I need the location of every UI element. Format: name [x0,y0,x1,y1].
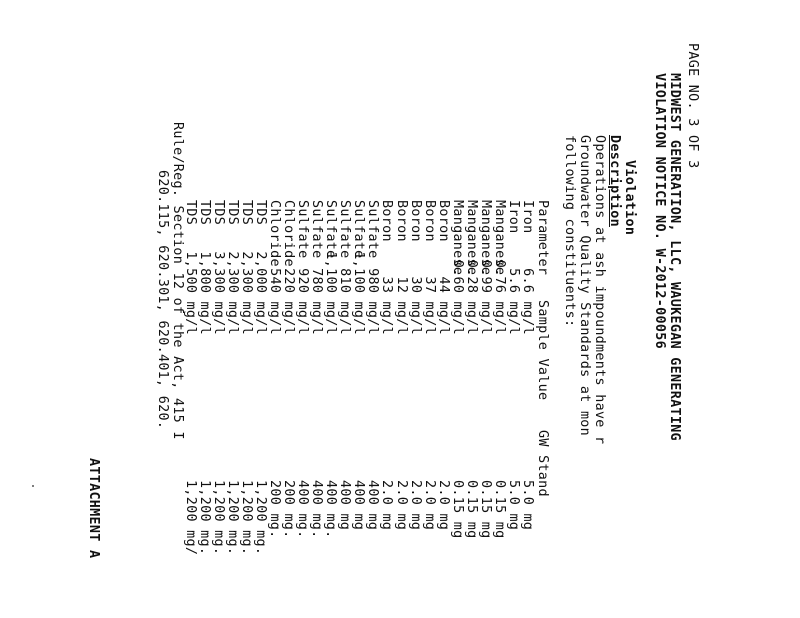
description-line-1: Operations at ash impoundments have r [592,135,607,445]
parameter-cell: Sulfate [365,200,381,259]
gw-standard-cell: 2.0 mg [393,480,409,531]
parameter-cell: TDS [239,200,254,226]
gw-standard-cell: 5.0 mg [520,480,535,531]
rule-line-1: Rule/Reg. Section 12 of the Act, 415 I [170,122,185,440]
gw-standard-cell: 200 mg. [281,480,297,539]
sample-value-cell: 37 mg/l [421,276,437,335]
gw-standard-cell: 2.0 mg [421,480,437,531]
parameter-cell: Sulfate [295,200,311,259]
parameter-cell: TDS [224,200,240,226]
gw-standard-cell: 400 mg. [309,480,325,539]
gw-standard-cell: 2.0 mg [435,480,451,531]
header-gw-standard: GW Stand [535,430,550,497]
description-line-2: Groundwater Quality Standards at mon [577,135,592,437]
sample-value-cell: 780 mg/l [309,268,325,335]
parameter-cell: Iron [505,200,521,234]
sample-value-cell: 220 mg/l [281,268,297,335]
notice-heading: VIOLATION NOTICE NO. W-2012-00056 [652,73,667,349]
sample-value-cell: 2,300 mg/l [239,251,254,335]
attachment-label: ATTACHMENT A [86,458,101,559]
gw-standard-cell: 400 mg [337,480,353,531]
description-line-3: following constituents: [562,135,577,328]
company-heading: MIDWEST GENERATION, LLC, WAUKEGAN GENERATING [667,73,682,441]
sample-value-cell: 5.6 mg/l [505,268,521,335]
gw-standard-cell: 0.15 mg [491,480,507,539]
scan-speck [32,485,34,487]
sample-value-cell: 12 mg/l [393,276,409,335]
sample-value-cell: 1,100 mg/l [351,251,367,335]
page-number: PAGE NO. 3 OF 3 [685,43,700,169]
parameter-cell: Chloride [267,200,283,267]
sample-value-cell: 44 mg/l [435,276,451,335]
gw-standard-cell: 1,200 mg. [253,480,269,556]
gw-standard-cell: 0.15 mg [477,480,493,539]
description-label: Description [607,135,622,227]
sample-value-cell: 920 mg/l [295,268,311,335]
gw-standard-cell: 5.0 mg [505,480,521,531]
parameter-cell: TDS [182,200,198,226]
gw-standard-cell: 1,200 mg/ [182,480,198,556]
rule-line-2: 620.115, 620.301, 620.401, 620. [155,170,170,430]
parameter-cell: Chloride [281,200,297,267]
sample-value-cell: 0.28 mg/l [463,259,479,335]
parameter-cell: Sulfate [351,200,367,259]
gw-standard-cell: 2.0 mg [379,480,395,531]
sample-value-cell: 1,800 mg/l [196,251,212,335]
sample-value-cell: 980 mg/l [365,268,381,335]
parameter-cell: Iron [520,200,535,234]
header-sample-value: Sample Value [535,300,550,401]
gw-standard-cell: 0.15 mg [463,480,479,539]
parameter-cell: Manganese [463,200,479,276]
sample-value-cell: 540 mg/l [267,268,283,335]
sample-value-cell: 3,300 mg/l [210,251,226,335]
parameter-cell: Sulfate [323,200,339,259]
gw-standard-cell: 2.0 mg [407,480,423,531]
sample-value-cell: 33 mg/l [379,276,395,335]
parameter-cell: TDS [210,200,226,226]
gw-standard-cell: 1,200 mg. [239,480,254,556]
gw-standard-cell: 400 mg [365,480,381,531]
sample-value-cell: 6.6 mg/l [520,268,535,335]
parameter-cell: Boron [393,200,409,242]
sample-value-cell: 2,300 mg/l [224,251,240,335]
sample-value-cell: 810 mg/l [337,268,353,335]
header-parameter: Parameter [535,200,550,276]
gw-standard-cell: 1,200 mg. [196,480,212,556]
gw-standard-cell: 1,200 mg. [224,480,240,556]
gw-standard-cell: 400 mg. [295,480,311,539]
sample-value-cell: 0.60 mg/l [449,259,465,335]
parameter-cell: Sulfate [337,200,353,259]
sample-value-cell: 0.99 mg/l [477,259,493,335]
sample-value-cell: 2,000 mg/l [253,251,269,335]
sample-value-cell: 1,500 mg/l [182,251,198,335]
parameter-cell: Boron [379,200,395,242]
parameter-cell: Boron [407,200,423,242]
parameter-cell: Sulfate [309,200,325,259]
parameter-cell: Manganese [491,200,507,276]
parameter-cell: Manganese [477,200,493,276]
gw-standard-cell: 400 mg. [323,480,339,539]
gw-standard-cell: 200 mg. [267,480,283,539]
gw-standard-cell: 0.15 mg [449,480,465,539]
violation-label: Violation [622,160,637,236]
parameter-cell: Boron [421,200,437,242]
gw-standard-cell: 400 mg [351,480,367,531]
parameter-cell: Boron [435,200,451,242]
parameter-cell: TDS [196,200,212,226]
gw-standard-cell: 1,200 mg. [210,480,226,556]
sample-value-cell: 1,100 mg/l [323,251,339,335]
parameter-cell: Manganese [449,200,465,276]
sample-value-cell: 30 mg/l [407,276,423,335]
sample-value-cell: 0.76 mg/l [491,259,507,335]
parameter-cell: TDS [253,200,269,226]
